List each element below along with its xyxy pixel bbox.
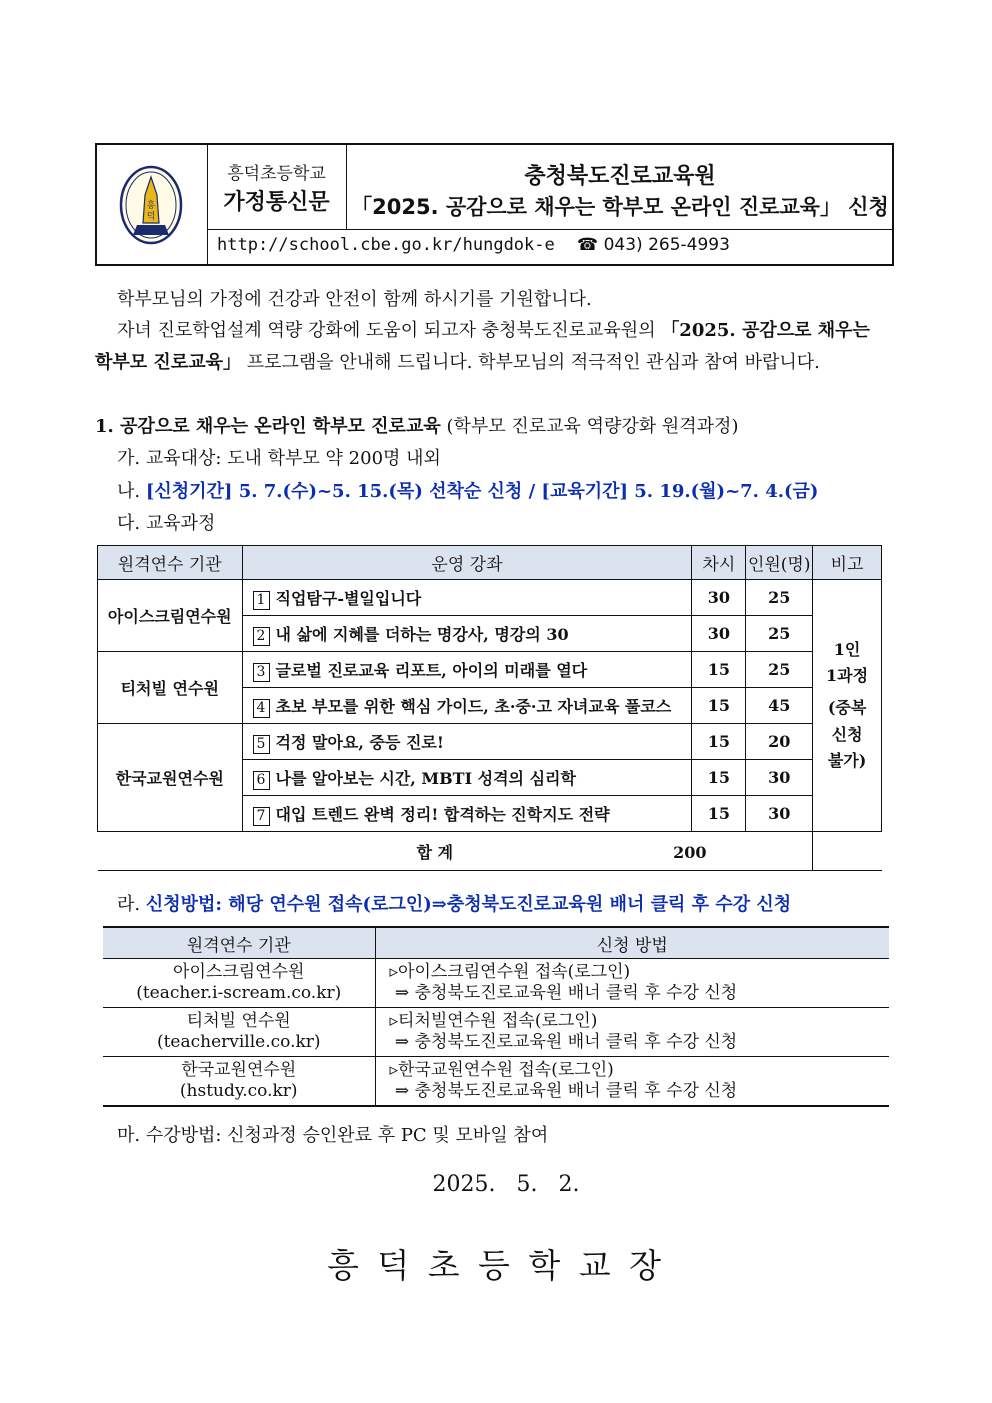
total-label: 합 계 200 xyxy=(98,832,813,871)
logo-char-1: 흥 xyxy=(146,201,156,211)
course-cell: 6 나를 알아보는 시간, MBTI 성격의 심리학 xyxy=(242,760,692,796)
principal-signature: 흥 덕 초 등 학 교 장 xyxy=(326,1246,666,1285)
table-header-row xyxy=(103,927,889,959)
institution-cell: 티처빌 연수원 xyxy=(98,652,243,724)
intro-line-3: 학부모 진로교육」 프로그램을 안내해 드립니다. 학부모님의 적극적인 관심과 참여 바랍니다. xyxy=(95,352,820,373)
org-title: 충청북도진로교육원 xyxy=(524,164,716,189)
table-row: 7 대입 트렌드 완벽 정리! 합격하는 진학지도 전략 15 30 xyxy=(98,796,882,832)
intro-line-2: 자녀 진로학업설계 역량 강화에 도움이 되고자 충청북도진로교육원의 「2025. 공감으로 채우는 xyxy=(117,320,870,341)
table-row: 티처빌 연수원 3 글로벌 진로교육 리포트, 아이의 미래를 열다 15 25 xyxy=(98,652,882,688)
table-row: 아이스크림연수원 1 직업탐구-별일입니다 30 25 1인 1과정 (중복 신청 불가) xyxy=(98,580,882,616)
table-row: 아이스크림연수원 (teacher.i-scream.co.kr) ▹아이스크림연수원 접속(로그인) ⇒ 충청북도진로교육원 배너 클릭 후 수강 신청 xyxy=(103,959,889,1008)
course-cell: 3 글로벌 진로교육 리포트, 아이의 미래를 열다 xyxy=(242,652,692,688)
col-course: 운영 강좌 xyxy=(242,546,692,580)
course-cell: 7 대입 트렌드 완벽 정리! 합격하는 진학지도 전략 xyxy=(242,796,692,832)
table-header-row xyxy=(98,546,882,580)
logo-char-2: 덕 xyxy=(146,212,156,222)
apply-table xyxy=(103,926,889,1107)
course-cell: 1 직업탐구-별일입니다 xyxy=(242,580,692,616)
total-people: 200 xyxy=(673,842,707,862)
col-sessions: 차시 xyxy=(692,546,746,580)
col-method: 신청 방법 xyxy=(375,927,889,959)
institution-cell: 한국교원연수원 xyxy=(98,724,243,832)
application-method: 라. 신청방법: 해당 연수원 접속(로그인)⇒충청북도진로교육원 배너 클릭 후 수강 신청 xyxy=(117,894,792,915)
study-method: 마. 수강방법: 신청과정 승인완료 후 PC 및 모바일 참여 xyxy=(117,1125,549,1146)
col-people: 인원(명) xyxy=(746,546,813,580)
table-row: 6 나를 알아보는 시간, MBTI 성격의 심리학 15 30 xyxy=(98,760,882,796)
application-period: 나. [신청기간] 5. 7.(수)~5. 15.(목) 선착순 신청 / [교육기간] 5. 19.(월)~7. 4.(금) xyxy=(117,481,819,502)
phone-icon: ☎ xyxy=(577,235,599,255)
program-title: 「2025. 공감으로 채우는 학부모 온라인 진로교육」 신청 xyxy=(351,195,889,219)
course-cell: 4 초보 부모를 위한 핵심 가이드, 초·중·고 자녀교육 풀코스 xyxy=(242,688,692,724)
notice-date: 2025. 5. 2. xyxy=(432,1172,580,1197)
school-url[interactable]: http://school.cbe.go.kr/hungdok-e xyxy=(217,235,555,255)
col-institution: 원격연수 기관 xyxy=(103,927,375,959)
site-url: (hstudy.co.kr) xyxy=(179,1081,298,1101)
course-cell: 5 걱정 말아요, 중등 진로! xyxy=(242,724,692,760)
site-url: (teacherville.co.kr) xyxy=(156,1032,321,1052)
target-audience: 가. 교육대상: 도내 학부모 약 200명 내외 xyxy=(117,448,441,469)
institution-cell: 아이스크림연수원 xyxy=(98,580,243,652)
note-cell: 1인 1과정 (중복 신청 불가) xyxy=(813,580,882,832)
school-logo-icon xyxy=(119,165,183,245)
col-institution: 원격연수 기관 xyxy=(98,546,243,580)
phone-number: ☎ 043) 265-4993 xyxy=(577,235,730,255)
course-cell: 2 내 삶에 지혜를 더하는 명강사, 명강의 30 xyxy=(242,616,692,652)
total-row xyxy=(98,832,882,871)
course-label: 다. 교육과정 xyxy=(117,513,216,534)
table-row: 한국교원연수원 (hstudy.co.kr) ▹한국교원연수원 접속(로그인) ⇒ 충청북도진로교육원 배너 클릭 후 수강 신청 xyxy=(103,1057,889,1107)
table-row: 한국교원연수원 5 걱정 말아요, 중등 진로! 15 20 xyxy=(98,724,882,760)
school-name: 흥덕초등학교 xyxy=(227,164,326,184)
section1-title: 1. 공감으로 채우는 온라인 학부모 진로교육 (학부모 진로교육 역량강화 원격과정) xyxy=(95,416,739,437)
col-note: 비고 xyxy=(813,546,882,580)
notice-type: 가정통신문 xyxy=(223,190,330,215)
course-table xyxy=(97,545,882,871)
table-row: 2 내 삶에 지혜를 더하는 명강사, 명강의 30 30 25 xyxy=(98,616,882,652)
table-row: 티처빌 연수원 (teacherville.co.kr) ▹티처빌연수원 접속(로그인) ⇒ 충청북도진로교육원 배너 클릭 후 수강 신청 xyxy=(103,1008,889,1057)
header-box xyxy=(95,143,894,266)
intro-line-1: 학부모님의 가정에 건강과 안전이 함께 하시기를 기원합니다. xyxy=(117,289,592,310)
site-url: (teacher.i-scream.co.kr) xyxy=(136,983,342,1003)
table-row: 4 초보 부모를 위한 핵심 가이드, 초·중·고 자녀교육 풀코스 15 45 xyxy=(98,688,882,724)
